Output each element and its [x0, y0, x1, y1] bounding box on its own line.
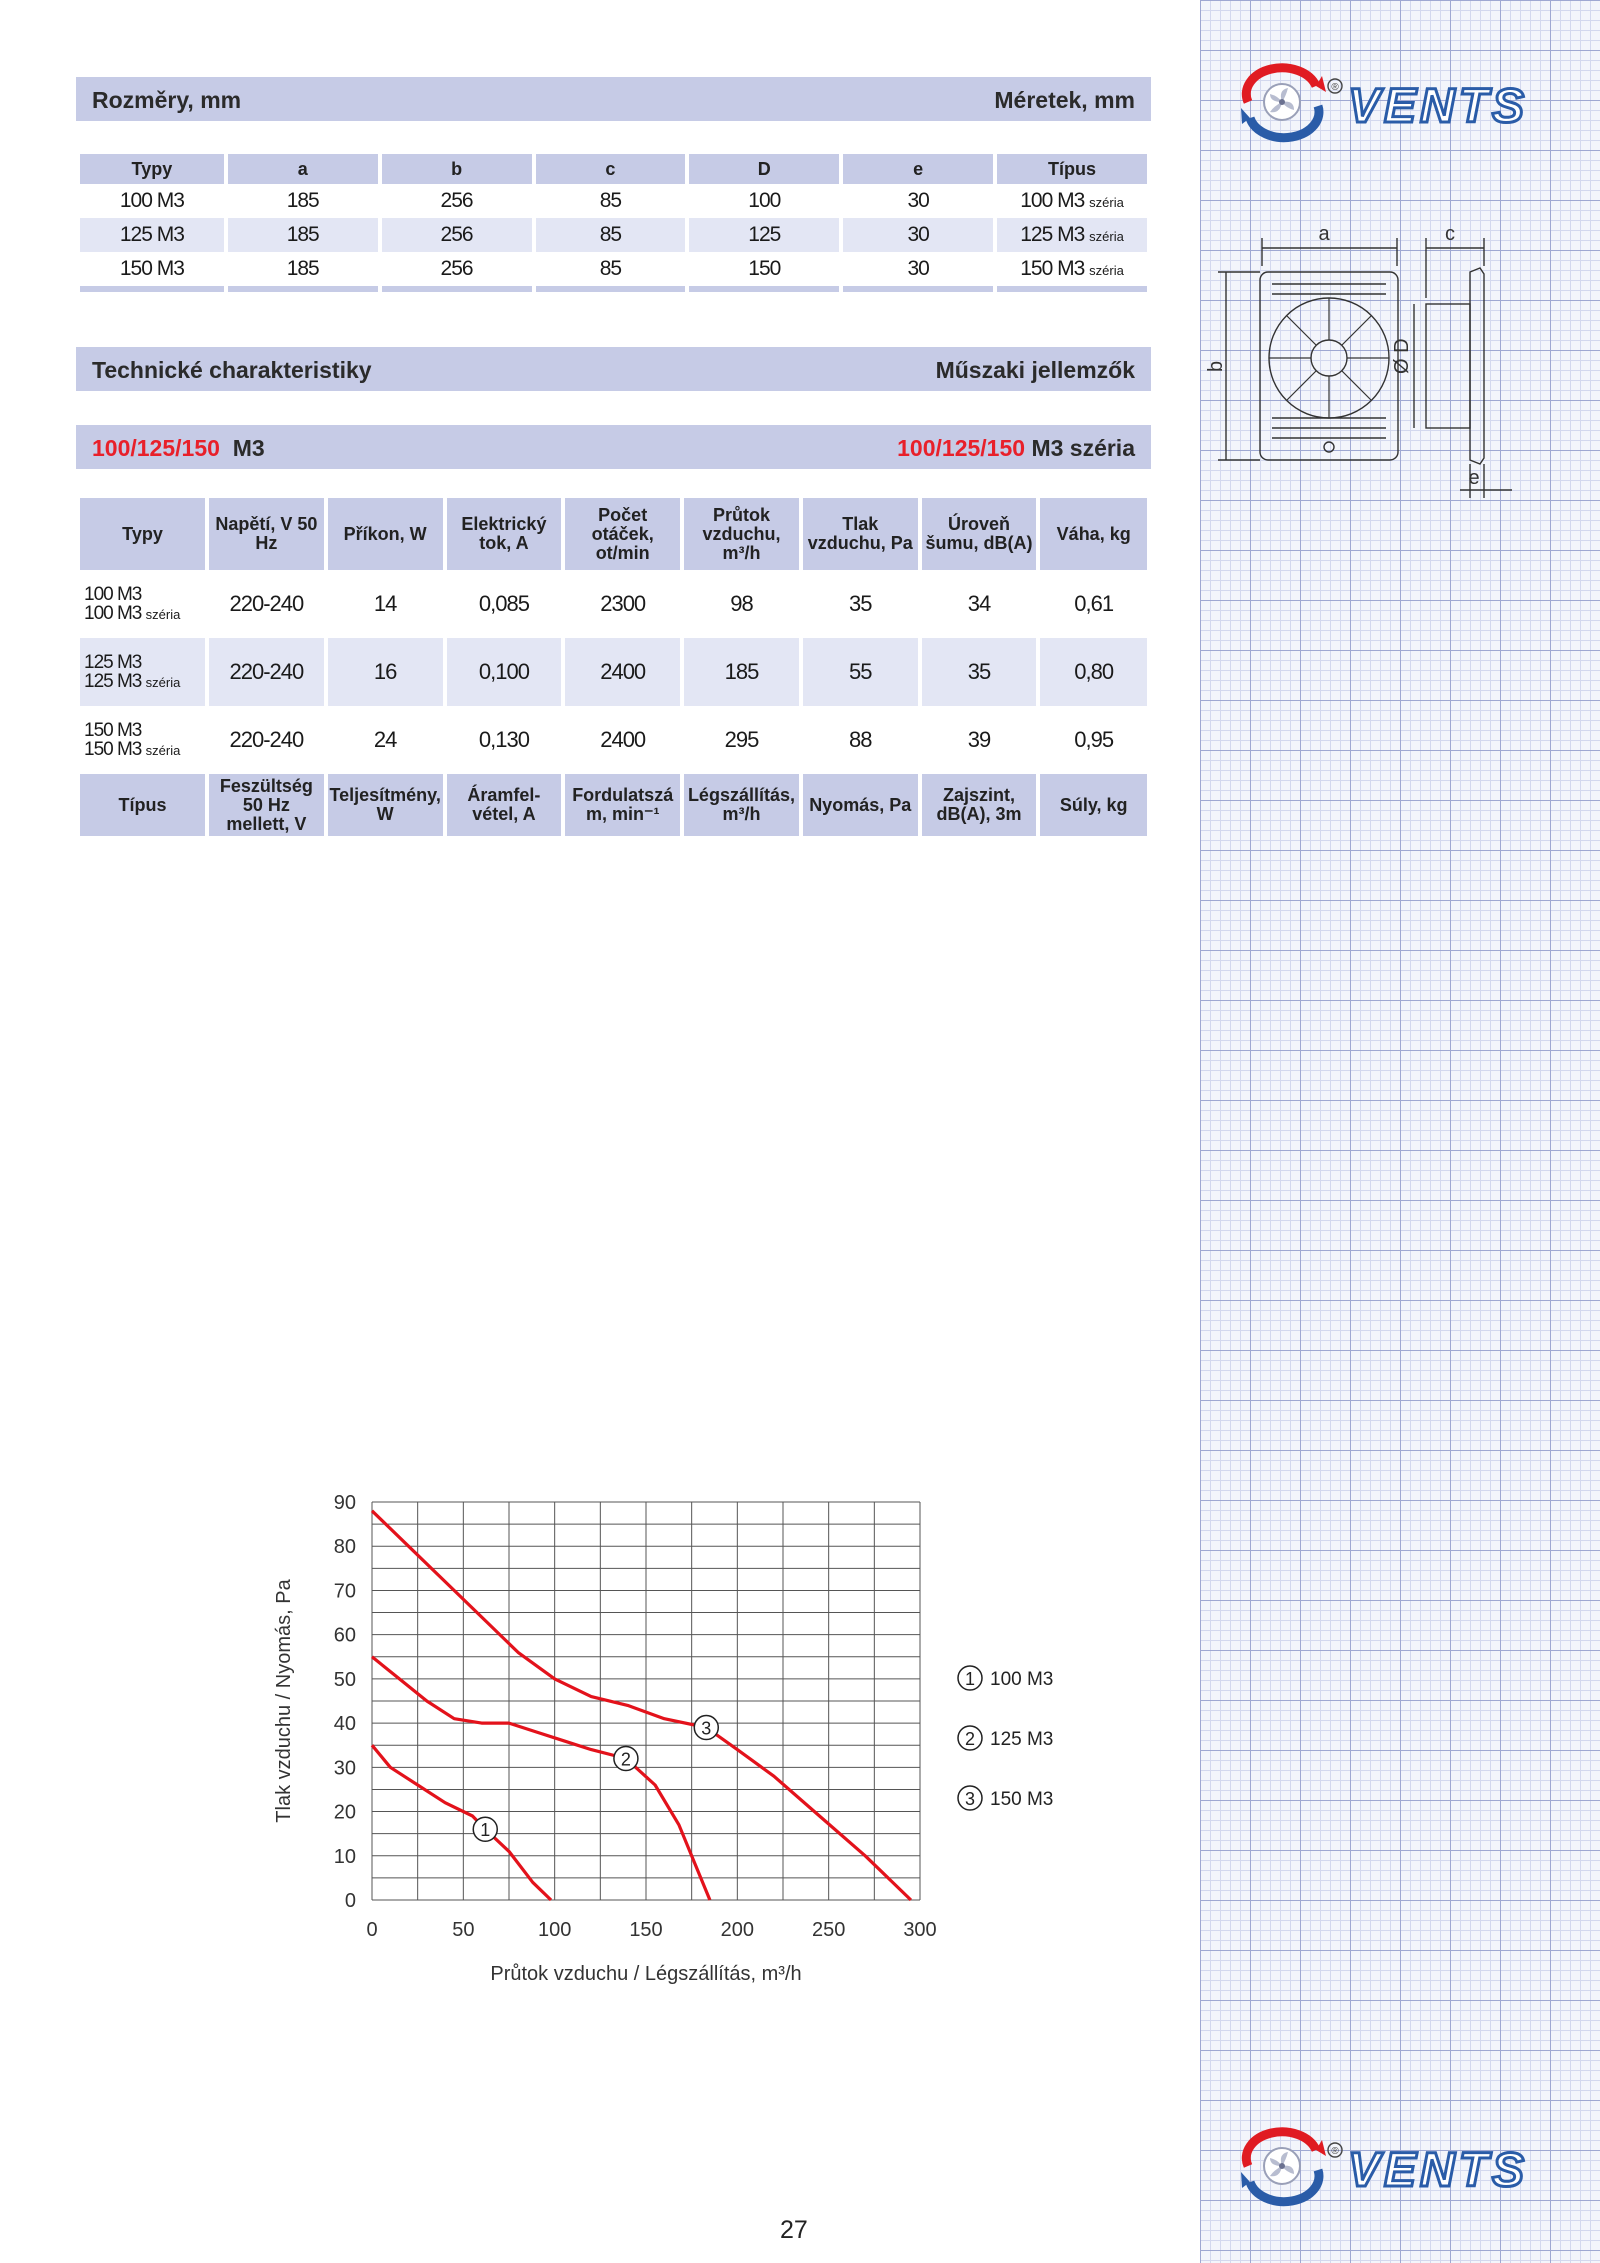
voltage-cell: 220-240: [229, 727, 304, 752]
table-row: [80, 252, 1147, 286]
noise-cell: 35: [922, 638, 1037, 706]
series-models-hu: 100/125/150: [897, 435, 1026, 461]
table-footer-strip: [80, 286, 1147, 292]
fan-dimension-diagram: [1205, 222, 1580, 504]
series-line-1: [372, 1745, 551, 1900]
type-cell: 125 M3: [80, 218, 224, 252]
column-header: Typy: [80, 498, 205, 570]
column-header-hu: Áramfel-vétel, A: [447, 774, 562, 836]
column-header-hu: Súly, kg: [1040, 774, 1147, 836]
rpm-cell: 2400: [600, 727, 646, 752]
series-header-band: [76, 425, 1151, 469]
x-tick-label: 200: [720, 1919, 755, 1941]
label-e: e: [1468, 467, 1480, 489]
label-c: c: [1445, 223, 1455, 245]
y-tick-label: 90: [333, 1492, 356, 1514]
legend-entry: 100 M3: [990, 1669, 1054, 1690]
airflow-cell: 295: [724, 727, 759, 752]
a-cell: 185: [286, 189, 319, 212]
suffix: széria: [145, 674, 181, 690]
dimensions-header-band: [76, 77, 1151, 121]
b-cell: 256: [440, 257, 473, 280]
type-cell: 150 M3: [119, 257, 184, 280]
series-line-2: [372, 1657, 710, 1900]
dimensions-table: [76, 154, 1151, 292]
pressure-cell: 88: [848, 727, 872, 752]
voltage-cell: 220-240: [229, 591, 304, 616]
x-axis-label: Průtok vzduchu / Légszállítás, m³/h: [490, 1963, 802, 1985]
registered-mark: ®: [1331, 82, 1339, 93]
column-header-hu: Típus: [80, 774, 205, 836]
d-cell: 100: [748, 189, 781, 212]
tipus-value: 100 M3: [1020, 189, 1085, 212]
vents-logo-bottom: [1230, 2136, 1570, 2196]
dimensions-title-hu: Méretek, mm: [994, 87, 1135, 113]
column-header-hu: Fordulatszá m, min⁻¹: [565, 774, 680, 836]
type-cell: [80, 570, 205, 638]
column-header: e: [843, 154, 993, 184]
tipus-cell: [997, 252, 1147, 286]
legend-marker-label: 3: [964, 1789, 976, 1809]
rpm-cell: 2400: [565, 638, 680, 706]
vents-logo: [1230, 72, 1570, 132]
b-cell: 256: [382, 218, 532, 252]
pressure-cell: 55: [803, 638, 918, 706]
x-tick-label: 0: [366, 1919, 378, 1941]
a-cell: 185: [228, 218, 378, 252]
vents-wordmark: VENTS: [1348, 80, 1529, 133]
column-header: Typy: [80, 154, 224, 184]
y-tick-label: 60: [333, 1624, 356, 1647]
column-header: Napětí, V 50 Hz: [209, 498, 324, 570]
column-header-hu: Nyomás, Pa: [803, 774, 918, 836]
x-tick-label: 100: [537, 1919, 572, 1941]
c-cell: 85: [599, 189, 622, 212]
y-tick-label: 30: [333, 1757, 356, 1780]
series-models-cz: 100/125/150: [92, 435, 220, 461]
registered-mark: ®: [1331, 2146, 1339, 2157]
column-header: Tlak vzduchu, Pa: [803, 498, 918, 570]
column-header-hu: Zajszint, dB(A), 3m: [922, 774, 1037, 836]
x-tick-label: 250: [811, 1919, 846, 1941]
suffix: széria: [145, 606, 181, 622]
label-b: b: [1205, 360, 1227, 372]
pressure-airflow-chart: [250, 1470, 1110, 2030]
fan-emblem-icon: [1241, 68, 1326, 138]
curve-marker-label: 1: [480, 1820, 491, 1841]
column-header: Úroveň šumu, dB(A): [922, 498, 1037, 570]
pressure-cell: 35: [848, 591, 872, 616]
y-tick-label: 20: [333, 1801, 356, 1824]
technical-header-band: [76, 347, 1151, 391]
y-tick-label: 70: [333, 1580, 356, 1603]
column-header-hu: Feszültség 50 Hz mellett, V: [209, 774, 324, 836]
c-cell: 85: [536, 218, 686, 252]
type-line: 150 M3: [84, 719, 142, 741]
type-cell: [80, 638, 205, 706]
pull-cord-icon: [1324, 442, 1334, 452]
voltage-cell: 220-240: [209, 638, 324, 706]
column-header: Váha, kg: [1040, 498, 1147, 570]
type-line: 125 M3: [84, 670, 142, 692]
table-row: [80, 218, 1147, 252]
type-line: 125 M3: [84, 651, 142, 673]
power-cell: 16: [328, 638, 443, 706]
fan-duct-side-view: [1426, 304, 1470, 428]
d-cell: 150: [748, 257, 781, 280]
tipus-cell: [997, 184, 1147, 218]
legend-marker-label: 2: [964, 1729, 976, 1749]
column-header: a: [228, 154, 378, 184]
current-cell: 0,100: [447, 638, 562, 706]
x-tick-label: 50: [452, 1919, 475, 1941]
e-cell: 30: [907, 257, 929, 280]
label-d: Ø D: [1391, 338, 1413, 374]
power-cell: 14: [373, 591, 397, 616]
suffix: széria: [1089, 229, 1124, 244]
weight-cell: 0,61: [1074, 591, 1114, 616]
current-cell: 0,085: [478, 591, 529, 616]
technical-title-cz: Technické charakteristiky: [92, 357, 372, 383]
type-cell: 100 M3: [119, 189, 184, 212]
column-header-hu: Légszállítás, m³/h: [684, 774, 799, 836]
legend-entry: 125 M3: [990, 1729, 1054, 1750]
suffix: széria: [1089, 263, 1124, 278]
column-header: Průtok vzduchu, m³/h: [684, 498, 799, 570]
a-cell: 185: [286, 257, 319, 280]
fan-emblem-icon: [1241, 2132, 1326, 2202]
column-header: Příkon, W: [328, 498, 443, 570]
page-number: 27: [780, 2216, 808, 2244]
series-line-3: [372, 1511, 911, 1900]
series-name-cz: M3: [232, 435, 265, 461]
series-name-hu: M3 széria: [1031, 435, 1135, 461]
legend-entry: 150 M3: [990, 1789, 1054, 1810]
y-tick-label: 10: [333, 1845, 356, 1868]
e-cell: 30: [907, 189, 929, 212]
noise-cell: 39: [967, 727, 991, 752]
rpm-cell: 2300: [600, 591, 646, 616]
type-line: 100 M3: [84, 602, 142, 624]
table-row: [80, 570, 1147, 638]
legend-marker-label: 1: [964, 1669, 976, 1689]
y-tick-label: 0: [344, 1890, 356, 1912]
specifications-table: [76, 498, 1151, 836]
table-row: [80, 706, 1147, 774]
tipus-cell: [997, 218, 1147, 252]
column-header: Počet otáček, ot/min: [565, 498, 680, 570]
column-header: Típus: [997, 154, 1147, 184]
column-header: Elektrický tok, A: [447, 498, 562, 570]
e-cell: 30: [843, 218, 993, 252]
power-cell: 24: [373, 727, 397, 752]
column-header-hu: Teljesítmény, W: [328, 774, 443, 836]
airflow-cell: 185: [684, 638, 799, 706]
tipus-value: 125 M3: [1020, 223, 1085, 246]
c-cell: 85: [599, 257, 622, 280]
current-cell: 0,130: [478, 727, 529, 752]
y-tick-label: 80: [333, 1536, 356, 1559]
y-tick-label: 40: [333, 1713, 356, 1736]
vents-wordmark: VENTS: [1348, 2144, 1529, 2197]
table-row: [80, 184, 1147, 218]
fan-side-view: [1470, 268, 1484, 464]
type-line: 100 M3: [84, 583, 142, 605]
column-header: c: [536, 154, 686, 184]
dimensions-title-cz: Rozměry, mm: [92, 87, 242, 113]
suffix: széria: [1089, 195, 1124, 210]
noise-cell: 34: [967, 591, 991, 616]
weight-cell: 0,80: [1040, 638, 1147, 706]
x-tick-label: 300: [903, 1919, 937, 1941]
curve-marker-label: 2: [620, 1749, 631, 1770]
type-cell: [80, 706, 205, 774]
type-line: 150 M3: [84, 738, 142, 760]
technical-title-hu: Műszaki jellemzők: [935, 357, 1135, 383]
suffix: széria: [145, 742, 181, 758]
b-cell: 256: [440, 189, 473, 212]
table-row: [80, 638, 1147, 706]
tipus-value: 150 M3: [1020, 257, 1085, 280]
column-header: D: [689, 154, 839, 184]
label-a: a: [1318, 223, 1330, 245]
weight-cell: 0,95: [1074, 727, 1114, 752]
y-axis-label: Tlak vzduchu / Nyomás, Pa: [273, 1579, 295, 1823]
d-cell: 125: [689, 218, 839, 252]
airflow-cell: 98: [730, 591, 753, 616]
y-tick-label: 50: [333, 1668, 356, 1691]
curve-marker-label: 3: [701, 1718, 712, 1739]
column-header: b: [382, 154, 532, 184]
x-tick-label: 150: [629, 1919, 663, 1941]
